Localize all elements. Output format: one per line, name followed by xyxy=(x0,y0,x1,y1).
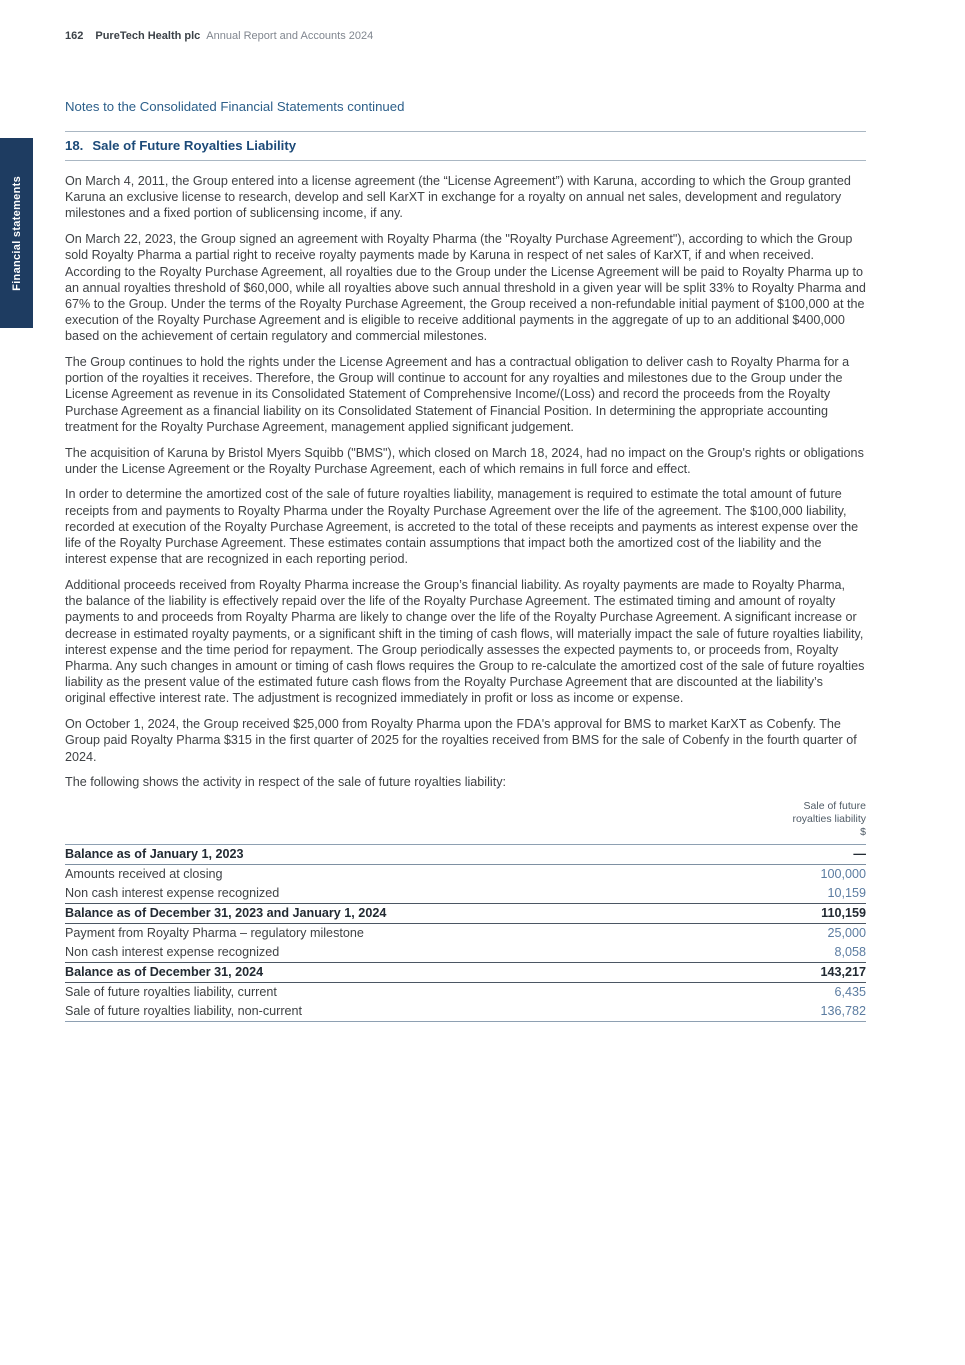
row-value: 100,000 xyxy=(820,867,866,882)
row-label: Balance as of January 1, 2023 xyxy=(65,847,244,862)
table-column-header xyxy=(65,800,866,845)
paragraph: Additional proceeds received from Royalty Pharma increase the Group’s financial liability. As royalty payments are made to Royalty Pharma, the balance of the liability is effectively repaid over the life of the Royalty Purchase Agreement. The estimated timing and amount of royalty payments to and proceeds from Royalty Pharma are likely to change over the life of the Royalty Purchase Agreement. A significant increase or decrease in estimated royalty payments, or a significant shift in the timing of cash flows, will materially impact the sale of future royalties liability, interest expense and the time period for repayment. The Group periodically assesses the expected payments to, or proceeds from, Royalty Pharma. Any such changes in amount or timing of cash flows requires the Group to re-calculate the amortized cost of the sale of future royalties liability as the present value of the estimated future cash flows from the Royalty Purchase Agreement that are discounted at the liability’s original effective interest rate. The adjustment is recognized immediately in profit or loss as income or expense. xyxy=(65,577,865,706)
paragraph: On October 1, 2024, the Group received $25,000 from Royalty Pharma upon the FDA's approval for BMS to market KarXT as Cobenfy. The Group paid Royalty Pharma $315 in the first quarter of 2025 for the royalties received from BMS for the sale of Cobenfy in the fourth quarter of 2024. xyxy=(65,717,857,764)
royalties-liability-table xyxy=(65,800,866,1022)
row-label: Sale of future royalties liability, non-current xyxy=(65,1004,303,1019)
table-rows xyxy=(65,845,866,1022)
row-value: 8,058 xyxy=(834,945,866,960)
note-body-paragraphs xyxy=(65,173,866,790)
table-row xyxy=(65,884,866,903)
table-row xyxy=(65,943,866,962)
column-header-line: Sale of future xyxy=(803,799,866,812)
row-value: — xyxy=(853,847,866,862)
row-value: 143,217 xyxy=(820,965,866,980)
row-value: 10,159 xyxy=(827,886,866,901)
running-header xyxy=(65,0,866,42)
side-tab-label: Financial statements xyxy=(10,175,23,291)
paragraph: The acquisition of Karuna by Bristol Myers Squibb ("BMS"), which closed on March 18, 2024, had no impact on the Group's rights or obligations under the License Agreement or the Royalty Purchase Agreement, each of which remains in full force and effect. xyxy=(65,445,864,476)
paragraph: The following shows the activity in respect of the sale of future royalties liability: xyxy=(65,775,506,790)
table-row xyxy=(65,924,866,943)
note-number: 18. xyxy=(65,138,84,153)
row-label: Balance as of December 31, 2024 xyxy=(65,965,264,980)
paragraph: In order to determine the amortized cost of the sale of future royalties liability, management is required to estimate the total amount of future receipts from and payments to Royalty Pharma under the Royalty Purchase Agreement over the life of the agreement. The $100,000 liability, recorded at execution of the Royalty Purchase Agreement, is accreted to the total of these receipts and payments as interest expense over the life of the Royalty Purchase Agreement. These estimates contain assumptions that impact both the amortized cost of the liability and the interest expense that are recognized in each reporting period. xyxy=(65,487,859,567)
row-label: Amounts received at closing xyxy=(65,867,223,882)
column-header-currency: $ xyxy=(860,825,866,838)
note-heading xyxy=(65,138,866,154)
table-row xyxy=(65,983,866,1002)
paragraph: On March 4, 2011, the Group entered into a license agreement (the “License Agreement”) with Karuna, according to which the Group granted Karuna an exclusive license to research, develop and sell KarXT in exchange for a royalty on annual net sales, development and regulatory milestones and a fixed portion of sublicensing income, if any. xyxy=(65,174,851,221)
table-row xyxy=(65,845,866,865)
row-value: 25,000 xyxy=(827,926,866,941)
note-title: Sale of Future Royalties Liability xyxy=(92,138,297,153)
table-row xyxy=(65,865,866,884)
row-label: Non cash interest expense recognized xyxy=(65,945,280,960)
row-label: Payment from Royalty Pharma – regulatory milestone xyxy=(65,926,364,941)
row-value: 6,435 xyxy=(834,985,866,1000)
row-value: 110,159 xyxy=(821,906,866,921)
row-label: Balance as of December 31, 2023 and January 1, 2024 xyxy=(65,906,387,921)
table-row xyxy=(65,903,866,924)
side-tab-financial-statements xyxy=(0,138,33,328)
row-value: 136,782 xyxy=(820,1004,866,1019)
note-heading-block xyxy=(65,131,866,161)
page-number: 162 xyxy=(65,30,84,42)
row-label: Sale of future royalties liability, current xyxy=(65,985,277,1000)
report-title: Annual Report and Accounts 2024 xyxy=(206,30,374,42)
column-header-line: royalties liability xyxy=(792,812,866,825)
table-row xyxy=(65,962,866,983)
paragraph: The Group continues to hold the rights under the License Agreement and has a contractual obligation to deliver cash to Royalty Pharma for a portion of the royalties it receives. Therefore, the Group will continue to account for any royalties and milestones due to the Group under the License Agreement as revenue in its Consolidated Statement of Comprehensive Income/(Loss) and record the proceeds from the Royalty Purchase Agreement as a financial liability on its Consolidated Statement of Financial Position. In determining the appropriate accounting treatment for the Royalty Purchase Agreement, management applied significant judgement. xyxy=(65,355,850,434)
company-name: PureTech Health plc xyxy=(95,30,201,42)
table-row xyxy=(65,1002,866,1021)
row-label: Non cash interest expense recognized xyxy=(65,886,280,901)
section-label: Notes to the Consolidated Financial Statements continued xyxy=(65,99,405,114)
page-content xyxy=(65,0,866,1022)
paragraph: On March 22, 2023, the Group signed an agreement with Royalty Pharma (the "Royalty Purchase Agreement"), according to which the Group sold Royalty Pharma a partial right to receive royalty payments made by Karuna in respect of net sales of KarXT, if and when received. According to the Royalty Purchase Agreement, all royalties due to the Group under the License Agreement will be paid to Royalty Pharma up to an annual royalties threshold of $60,000, while all royalties above such annual threshold in a given year will be split 33% to Royalty Pharma and 67% to the Group. Under the terms of the Royalty Purchase Agreement, the Group received a non-refundable initial payment of $100,000 at the execution of the Royalty Purchase Agreement and is eligible to receive additional payments in the aggregate of up to an additional $400,000 based on the achievement of certain regulatory and commercial milestones. xyxy=(65,232,866,344)
